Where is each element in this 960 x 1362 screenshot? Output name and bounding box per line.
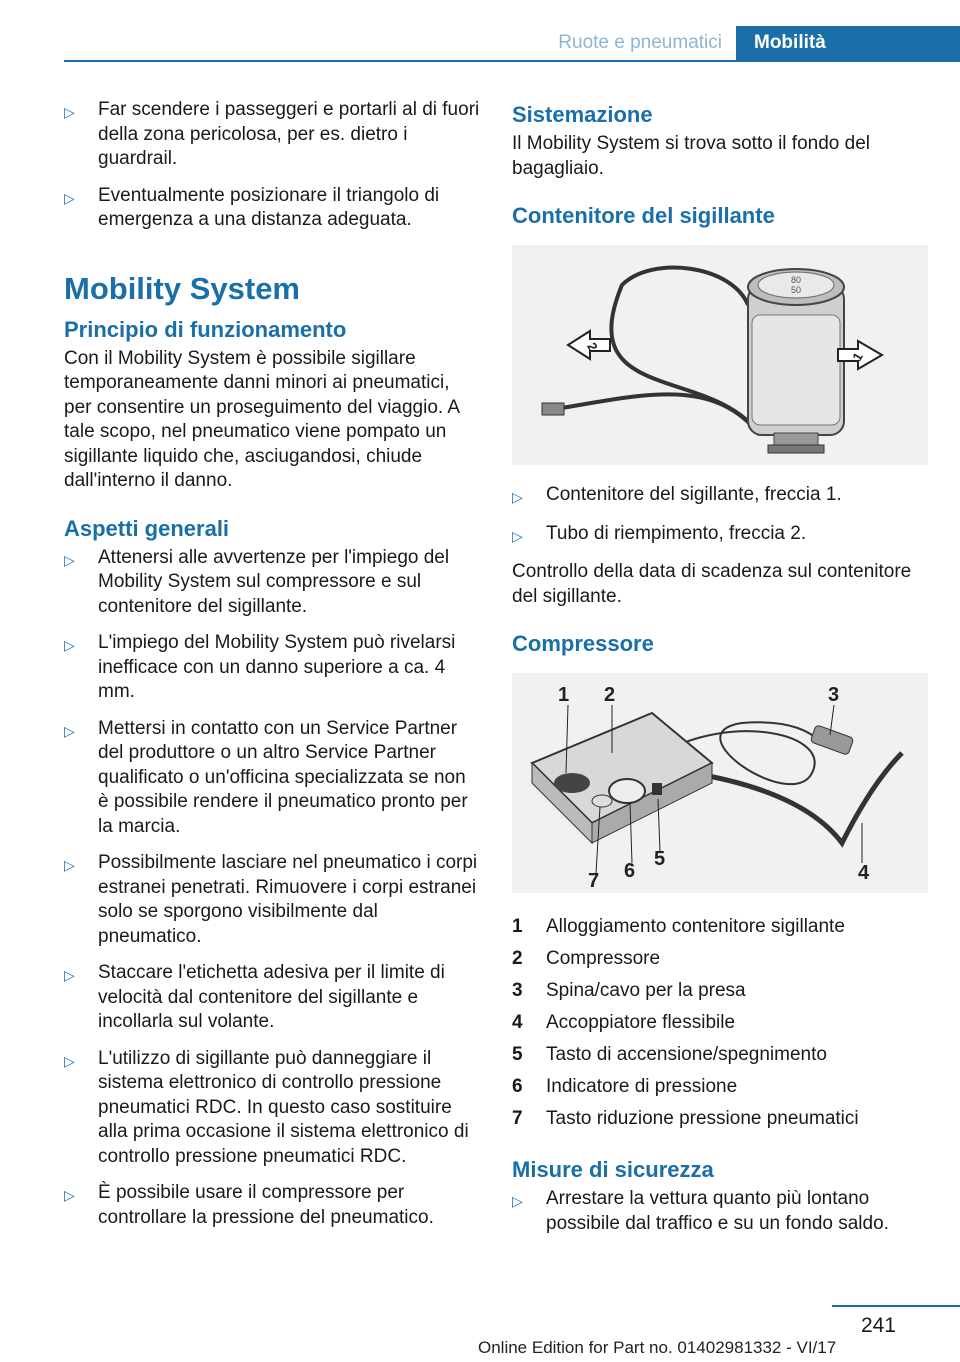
header-rule	[64, 60, 960, 62]
list-item: 1 Alloggiamento contenitore sigillante	[512, 916, 845, 937]
placement-heading: Sistemazione	[512, 102, 653, 127]
list-item: 7 Tasto riduzione pressione pneumatici	[512, 1108, 859, 1129]
footer-rule	[832, 1305, 960, 1307]
callout-1: 1	[558, 684, 570, 706]
list-item: ▷ È possibile usare il compressore per controllare la pressione del pneumatico.	[64, 1181, 480, 1230]
principle-text: Con il Mobility System è possibile sigillare temporaneamente danni minori ai pneumatici, per consentire un proseguimento del viaggio. A tale scopo, nel pneumatico viene pompato un sigillante liquido che, asciugandosi, chiude dall'interno il danno.	[64, 347, 460, 491]
edition-note: Online Edition for Part no. 01402981332 - VI/17	[478, 1338, 837, 1357]
bullet-triangle-icon: ▷	[512, 489, 523, 505]
container-text: Controllo della data di scadenza sul contenitore del sigillante.	[512, 561, 912, 607]
svg-text:80: 80	[790, 275, 802, 285]
general-heading: Aspetti generali	[64, 515, 230, 541]
chapter-title: Mobility System	[64, 270, 300, 306]
list-item: ▷ Attenersi alle avvertenze per l'impiego del Mobility System sul compressore e sul contenitore del sigillante.	[64, 546, 480, 620]
page-number: 241	[860, 1314, 896, 1337]
section-label: Ruote e pneumatici	[558, 32, 722, 53]
bullet-triangle-icon: ▷	[64, 189, 75, 206]
compressor-figure	[512, 673, 928, 893]
list-item: ▷ Possibilmente lasciare nel pneumatico i corpi estranei penetrati. Rimuovere i corpi estranei solo se sporgono visibilmente dal pneumatico.	[64, 851, 480, 949]
bullet-triangle-icon: ▷	[64, 967, 75, 983]
bullet-triangle-icon: ▷	[64, 1052, 75, 1069]
compressor-illustration	[512, 673, 928, 893]
callout-2: 2	[604, 684, 616, 706]
callout-7: 7	[588, 870, 600, 892]
callout-4: 4	[858, 862, 870, 884]
chapter-tab: Mobilità	[736, 26, 960, 60]
list-item: ▷ L'impiego del Mobility System può rivelarsi inefficace con un danno superiore a ca. 4 mm.	[64, 631, 480, 705]
bullet-triangle-icon: ▷	[64, 857, 75, 873]
bullet-triangle-icon: ▷	[512, 527, 523, 544]
svg-text:1: 1	[849, 349, 866, 364]
list-item: ▷ Far scendere i passeggeri e portarli al di fuori della zona pericolosa, per es. dietro i guardrail.	[64, 98, 480, 172]
bullet-triangle-icon: ▷	[64, 722, 75, 739]
page-header	[0, 0, 960, 62]
list-item: ▷ Contenitore del sigillante, freccia 1.	[512, 483, 928, 510]
principle-heading: Principio di funzionamento	[64, 316, 347, 342]
list-item: ▷ Eventualmente posizionare il triangolo di emergenza a una distanza adeguata.	[64, 184, 480, 233]
bullet-triangle-icon: ▷	[64, 1187, 75, 1203]
list-item: 4 Accoppiatore flessibile	[512, 1012, 736, 1033]
svg-text:2: 2	[584, 339, 601, 354]
callout-6: 6	[624, 860, 636, 882]
bullet-triangle-icon: ▷	[64, 551, 75, 568]
callout-3: 3	[828, 684, 840, 706]
list-item: ▷ Mettersi in contatto con un Service Partner del produttore o un altro Service Partner qualificato o un'officina specializzata se non è possibile rendere il pneumatico pronto per la marcia.	[64, 717, 480, 840]
list-item: ▷ Arrestare la vettura quanto più lontano possibile dal traffico e su un fondo saldo.	[512, 1187, 928, 1236]
list-item: ▷ L'utilizzo di sigillante può danneggiare il sistema elettronico di controllo pressione pneumatici RDC. In questo caso sostituire alla prima occasione il sistema elettronico di controllo pressione pneumatici RDC.	[64, 1047, 480, 1170]
list-item: 5 Tasto di accensione/spegnimento	[512, 1044, 827, 1065]
sealant-container-illustration	[512, 245, 928, 465]
list-item: 6 Indicatore di pressione	[512, 1076, 738, 1097]
bullet-triangle-icon: ▷	[64, 637, 75, 653]
svg-text:50: 50	[790, 285, 802, 295]
bullet-triangle-icon: ▷	[512, 1193, 523, 1209]
compressor-heading: Compressore	[512, 631, 654, 656]
right-column	[512, 98, 928, 1248]
compressor-parts-list	[512, 911, 928, 1135]
list-item: 3 Spina/cavo per la presa	[512, 980, 746, 1001]
list-item: ▷ Staccare l'etichetta adesiva per il limite di velocità dal contenitore del sigillante e incollarla sul volante.	[64, 961, 480, 1035]
sealant-container-figure	[512, 245, 928, 465]
placement-text: Il Mobility System si trova sotto il fondo del bagagliaio.	[512, 133, 870, 179]
left-column	[64, 98, 480, 1242]
bullet-triangle-icon: ▷	[64, 104, 75, 120]
container-heading: Contenitore del sigillante	[512, 203, 775, 228]
list-item: ▷ Tubo di riempimento, freccia 2.	[512, 522, 928, 549]
list-item: 2 Compressore	[512, 948, 661, 969]
callout-5: 5	[654, 848, 666, 870]
safety-heading: Misure di sicurezza	[512, 1157, 714, 1182]
